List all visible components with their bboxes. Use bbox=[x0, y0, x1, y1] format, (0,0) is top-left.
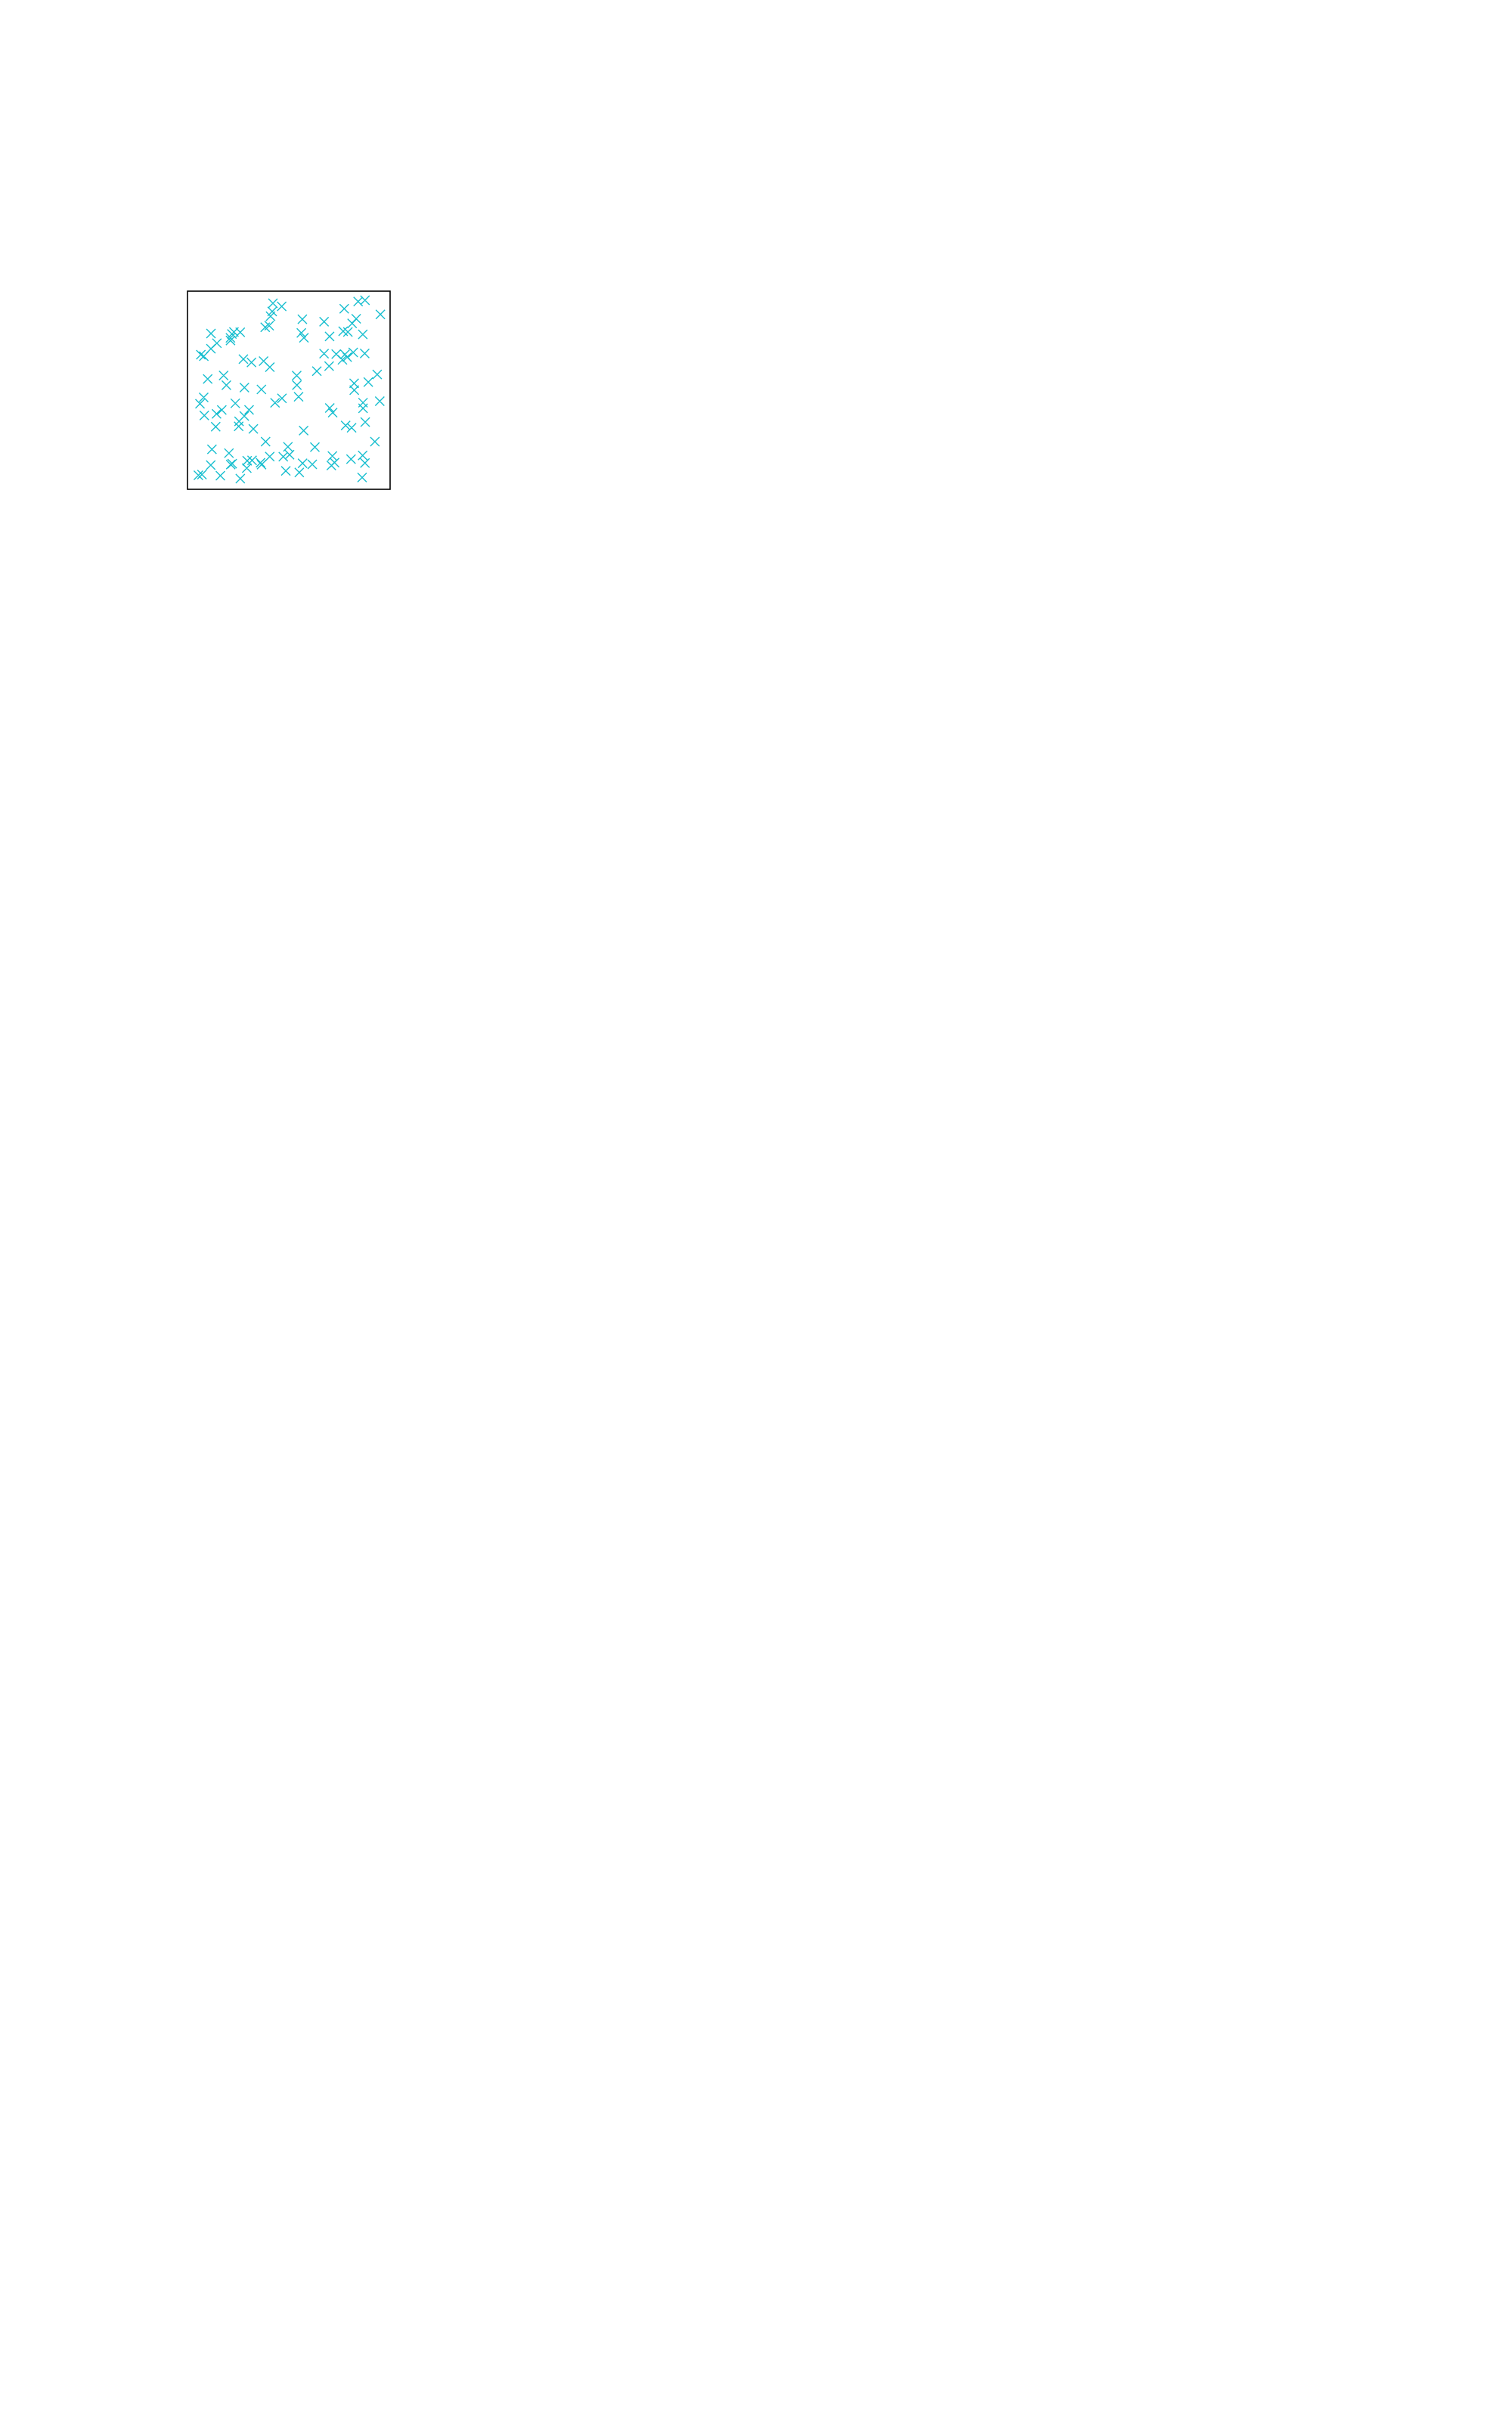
panel-row1-inputs bbox=[187, 291, 390, 489]
panel-background bbox=[187, 291, 390, 489]
